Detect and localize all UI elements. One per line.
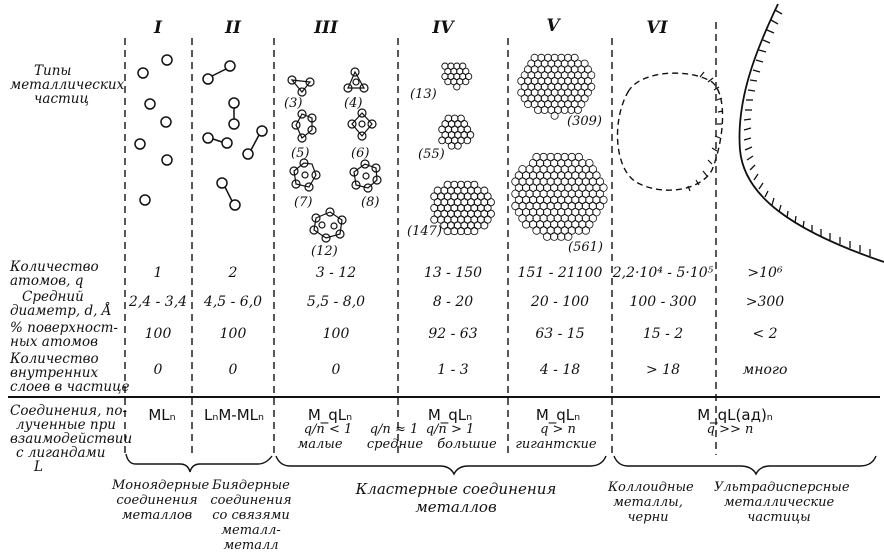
column-header-i: I <box>154 18 162 38</box>
group-binuclear: Биядерные соединения со связями металл-металл <box>210 478 292 553</box>
atom <box>550 233 558 241</box>
compound-colloid-cond: q >> n <box>706 422 754 437</box>
mononuclear-atoms <box>135 55 172 205</box>
atom <box>575 227 583 235</box>
group-colloids: Коллоидные металлы, черни <box>608 480 694 525</box>
hatch-mark <box>772 198 774 205</box>
atom <box>534 106 541 113</box>
atom <box>464 228 471 235</box>
compound-small-word: малые <box>297 437 343 452</box>
atom <box>541 106 548 113</box>
compound-binuclear: LₙM-MLₙ <box>204 406 264 424</box>
hatch-mark <box>744 128 751 130</box>
hatch-mark <box>750 80 757 81</box>
atom <box>481 222 488 229</box>
hatch-mark <box>771 20 778 24</box>
hatch-mark <box>754 174 758 180</box>
row-label-compounds: Соединения, по- лученные при взаимодействии с лигандами L <box>10 403 133 475</box>
value-diameter-col5: 20 - 100 <box>530 294 590 310</box>
value-count-col5: 151 - 21100 <box>517 265 603 281</box>
cluster-label-4: (4) <box>344 96 363 111</box>
atom <box>582 227 590 235</box>
compound-medium-word: средние <box>366 437 424 452</box>
compound-large-word: большие <box>437 437 497 452</box>
cluster-label-5: (5) <box>291 146 310 161</box>
atom <box>454 84 460 90</box>
value-layers-col6: > 18 <box>646 362 680 378</box>
atom <box>431 216 438 223</box>
atom <box>444 228 451 235</box>
value-diameter-col6: 100 - 300 <box>629 294 697 310</box>
hatch-mark <box>744 138 751 140</box>
hatch-mark <box>765 191 768 197</box>
value-diameter-col7: >300 <box>745 294 785 310</box>
atom <box>448 142 455 149</box>
value-surface-col6: 15 - 2 <box>642 326 684 342</box>
atom <box>568 106 575 113</box>
compound-large-cond: q/n > 1 <box>425 422 475 437</box>
hatch-mark <box>763 40 770 43</box>
value-surface-col7: < 2 <box>752 326 778 342</box>
value-surface-col4: 92 - 63 <box>428 326 478 342</box>
value-diameter-col4: 8 - 20 <box>432 294 474 310</box>
atom <box>471 228 478 235</box>
value-diameter-col1: 2,4 - 3,4 <box>128 294 188 310</box>
atom <box>464 137 471 144</box>
hatch-mark <box>747 156 753 160</box>
compound-medium-cond: q/n ≈ 1 <box>369 422 419 437</box>
compound-small-cluster: M_qLₙ <box>307 406 353 424</box>
cluster-label-8: (8) <box>361 195 380 210</box>
value-layers-col5: 4 - 18 <box>539 362 581 378</box>
value-surface-col5: 63 - 15 <box>535 326 585 342</box>
compound-small-cond: q/n < 1 <box>303 422 353 437</box>
cluster-label-3: (3) <box>284 96 303 111</box>
hatch-mark <box>753 70 760 72</box>
row-label-diameter: Средний диаметр, d, Å <box>10 289 112 319</box>
column-header-ii: II <box>225 18 241 38</box>
column-header-v: V <box>546 16 560 36</box>
value-surface-col3: 100 <box>322 326 350 342</box>
compound-giant-word: гигантские <box>515 437 597 452</box>
compound-giant-cluster: M_qLₙ <box>535 406 581 424</box>
value-layers-col4: 1 - 3 <box>437 362 469 378</box>
value-diameter-col2: 4,5 - 6,0 <box>203 294 263 310</box>
cluster-55-atoms <box>439 115 474 149</box>
compound-mononuclear: MLₙ <box>148 406 176 424</box>
row-label-types: Типы металлических частиц <box>10 63 125 107</box>
compound-colloid: M_qL(ад)ₙ <box>697 406 773 424</box>
atom <box>457 228 464 235</box>
atom <box>551 112 558 119</box>
hatch-mark <box>750 165 755 170</box>
cluster-label-7: (7) <box>294 195 313 210</box>
hatch-mark <box>759 50 766 52</box>
column-header-vi: VI <box>646 18 668 38</box>
cluster-label-309: (309) <box>567 114 602 129</box>
hatch-mark <box>745 147 752 150</box>
cluster-label-147: (147) <box>407 224 442 239</box>
atom <box>439 137 446 144</box>
value-count-col1: 1 <box>153 265 163 281</box>
atom <box>543 233 551 241</box>
hatch-mark <box>779 205 781 212</box>
binuclear-dimers <box>203 61 267 210</box>
cluster-13-atoms <box>442 63 472 90</box>
value-layers-col7: много <box>742 362 788 378</box>
ultradisperse-hatching <box>744 10 870 256</box>
atom <box>522 221 530 229</box>
atom <box>574 106 581 113</box>
ultradisperse-surface-curve <box>739 4 884 262</box>
column-header-iii: III <box>314 18 338 38</box>
atom <box>451 228 458 235</box>
compound-giant-cond: q > n <box>540 422 576 437</box>
value-layers-col2: 0 <box>228 362 238 378</box>
group-clusters: Кластерные соединения металлов <box>355 480 557 516</box>
cluster-label-55: (55) <box>418 147 445 162</box>
atom <box>561 106 568 113</box>
column-header-iv: IV <box>432 18 454 38</box>
value-surface-col2: 100 <box>219 326 247 342</box>
value-surface-col1: 100 <box>144 326 172 342</box>
group-mononuclear: Моноядерные соединения металлов <box>112 478 210 523</box>
hatch-mark <box>767 30 774 33</box>
value-count-col7: >10⁶ <box>747 265 783 281</box>
cluster-label-13: (13) <box>410 87 437 102</box>
cluster-label-561: (561) <box>568 240 603 255</box>
value-count-col3: 3 - 12 <box>315 265 357 281</box>
row-label-surface: % поверхност- ных атомов <box>10 320 118 350</box>
atom <box>445 78 451 84</box>
value-count-col6: 2,2·10⁴ - 5·10⁵ <box>612 265 714 281</box>
atom <box>557 233 565 241</box>
row-label-layers: Количество внутренних слоев в частице <box>10 351 130 395</box>
value-count-col4: 13 - 150 <box>423 265 483 281</box>
atom <box>533 227 541 235</box>
hatch-mark <box>748 90 755 91</box>
atom <box>524 101 531 108</box>
hatch-mark <box>744 119 751 120</box>
value-count-col2: 2 <box>228 265 238 281</box>
value-diameter-col3: 5,5 - 8,0 <box>306 294 366 310</box>
group-ultradisperse: Ультрадисперсные металлические частицы <box>714 480 850 525</box>
hatch-mark <box>756 60 763 62</box>
cluster-561-atoms <box>512 153 608 240</box>
value-layers-col1: 0 <box>153 362 163 378</box>
compound-large-cluster: M_qLₙ <box>427 406 473 424</box>
atom <box>463 78 469 84</box>
row-label-count: Количество атомов, q <box>10 259 99 289</box>
group-brackets <box>126 454 876 474</box>
colloid-particle-outline <box>618 73 723 190</box>
value-layers-col3: 0 <box>331 362 341 378</box>
cluster-309-atoms <box>518 54 595 119</box>
atom <box>455 142 462 149</box>
cluster-label-12: (12) <box>311 244 338 259</box>
hatch-mark <box>759 183 763 189</box>
cluster-label-6: (6) <box>351 146 370 161</box>
hatch-mark <box>775 10 782 14</box>
